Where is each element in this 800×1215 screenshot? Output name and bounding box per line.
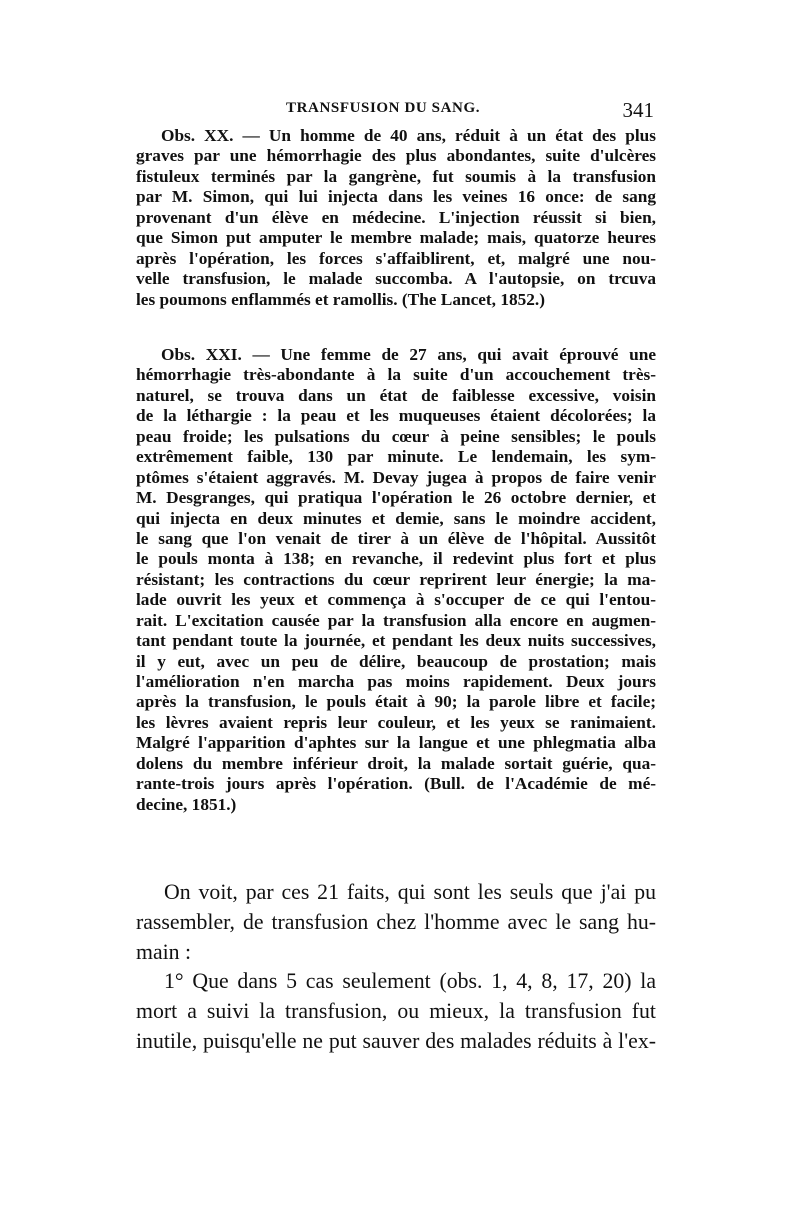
text-line: Malgré l'apparition d'aphtes sur la langue et une phlegmatia alba [136, 733, 656, 753]
text-line: Obs. XX. — Un homme de 40 ans, réduit à un état des plus [161, 126, 656, 145]
page-number: 341 [622, 98, 654, 122]
observation-21 [136, 345, 656, 815]
text-line: après l'opération, les forces s'affaiblirent, et, malgré une nou- [136, 248, 656, 268]
text-line: decine, 1851.) [136, 794, 237, 814]
text-line: dolens du membre inférieur droit, la malade sortait guérie, qua- [136, 753, 656, 773]
text-line: M. Desgranges, qui pratiqua l'opération le 26 octobre dernier, et [136, 488, 656, 508]
text-line: lade ouvrit les yeux et commença à s'occuper de ce qui l'entou- [136, 590, 656, 610]
text-line: les lèvres avaient repris leur couleur, et les yeux se ranimaient. [136, 712, 656, 732]
text-line: de la léthargie : la peau et les muqueuses étaient décolorées; la [136, 406, 656, 426]
text-line: rait. L'excitation causée par la transfusion alla encore en augmen- [136, 610, 656, 630]
text-line: résistant; les contractions du cœur reprirent leur énergie; la ma- [136, 569, 656, 589]
text-line: après la transfusion, le pouls était à 90; la parole libre et facile; [136, 692, 656, 712]
text-line: fistuleux terminés par la gangrène, fut soumis à la transfusion [136, 166, 656, 186]
text-line: naturel, se trouva dans un état de faiblesse excessive, voisin [136, 385, 656, 405]
conclusion-paragraph [136, 878, 656, 1057]
text-line: ptômes s'étaient aggravés. M. Devay jugea à propos de faire venir [136, 467, 656, 487]
text-line: le pouls monta à 138; en revanche, il redevint plus fort et plus [136, 549, 656, 569]
text-line: main : [136, 939, 192, 964]
observation-20 [136, 126, 656, 310]
text-line: velle transfusion, le malade succomba. A l'autopsie, on trcuva [136, 269, 656, 289]
text-line: On voit, par ces 21 faits, qui sont les seuls que j'ai pu [164, 880, 656, 904]
text-line: inutile, puisqu'elle ne put sauver des malades réduits à l'ex- [136, 1028, 656, 1053]
text-line: par M. Simon, qui lui injecta dans les veines 16 once: de sang [136, 187, 656, 207]
text-line: rante-trois jours après l'opération. (Bull. de l'Académie de mé- [136, 774, 656, 794]
text-line: que Simon put amputer le membre malade; mais, quatorze heures [136, 228, 656, 248]
text-line: l'amélioration n'en marcha pas moins rapidement. Deux jours [136, 672, 656, 691]
running-title: TRANSFUSION DU SANG. [286, 100, 481, 116]
text-line: hémorrhagie très-abondante à la suite d'un accouchement très- [136, 365, 656, 385]
text-line: 1° Que dans 5 cas seulement (obs. 1, 4, 8, 17, 20) la [164, 969, 656, 994]
text-line: Obs. XXI. — Une femme de 27 ans, qui avait éprouvé une [161, 345, 656, 364]
text-line: qui injecta en deux minutes et demie, sans le moindre accident, [136, 508, 656, 528]
text-line: le sang que l'on venait de tirer à un élève de l'hôpital. Aussitôt [136, 528, 656, 548]
text-line: mort a suivi la transfusion, ou mieux, la transfusion fut [136, 999, 656, 1024]
text-line: graves par une hémorrhagie des plus abondantes, suite d'ulcères [136, 146, 656, 166]
text-line: peau froide; les pulsations du cœur à peine sensibles; le pouls [136, 426, 656, 446]
text-line: les poumons enflammés et ramollis. (The Lancet, 1852.) [136, 289, 545, 309]
text-line: rassembler, de transfusion chez l'homme avec le sang hu- [136, 909, 656, 934]
text-line: il y eut, avec un peu de délire, beaucoup de prostation; mais [136, 651, 656, 671]
text-line: extrêmement faible, 130 par minute. Le lendemain, les sym- [136, 447, 656, 467]
text-line: provenant d'un élève en médecine. L'injection réussit si bien, [136, 207, 656, 227]
page-header [136, 98, 656, 124]
text-line: tant pendant toute la journée, et pendant les deux nuits successives, [136, 631, 656, 651]
